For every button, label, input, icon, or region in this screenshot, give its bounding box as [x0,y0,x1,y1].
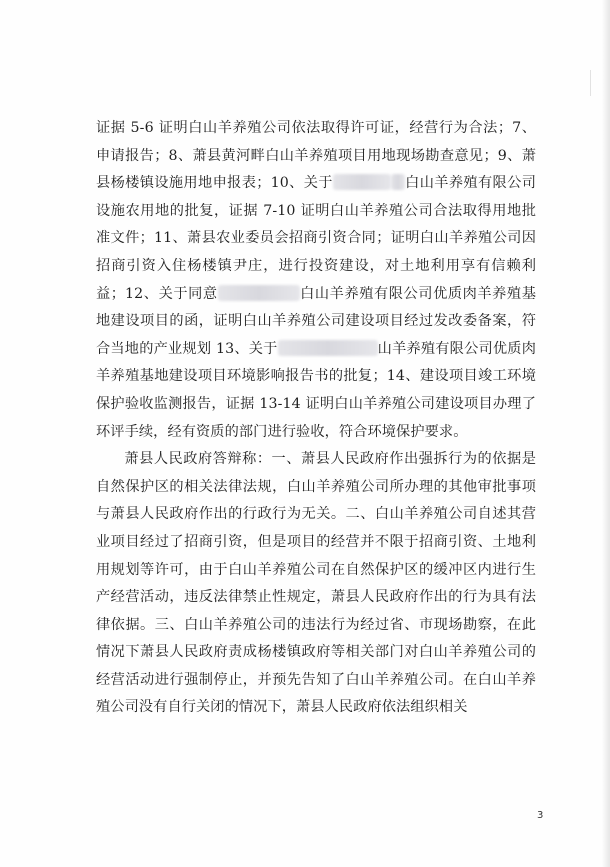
evidence-text-part-4: 山羊养殖有限公司优质肉羊养殖基地建设项目环境影响报告书的批复；14、建设项目竣工环境保护验收监测报告，证据 13-14 证明白山羊养殖公司建设项目办理了环评手续，经有资质的部门进行验收，符合环境保护要求。 [96,340,536,440]
paper-fold-mark [590,70,605,96]
redaction-block [333,174,391,190]
paragraph-evidence-list [96,115,536,446]
document-body [96,115,536,722]
page-edge-shadow [602,0,610,867]
evidence-text-part-3: 白山羊养殖有限公司优质肉羊养殖基地建设项目的函，证明白山羊养殖公司建设项目经过发改委备案，符合当地的产业规划 13、关于 [96,285,536,357]
evidence-text-part-2: 白山羊养殖有限公司设施农用地的批复，证据 7-10 证明白山羊养殖公司合法取得用地批准文件；11、萧县农业委员会招商引资合同；证明白山羊养殖公司因招商引资入住杨楼镇尹庄，进行投资建设，对土地利用享有信赖利益；12、关于同意 [96,175,536,302]
redaction-block [218,285,300,301]
paragraph-defense-statement: 萧县人民政府答辩称：一、萧县人民政府作出强拆行为的依据是自然保护区的相关法律法规，白山羊养殖公司所办理的其他审批事项与萧县人民政府作出的行政行为无关。二、白山羊养殖公司自述其营业项目经过了招商引资，但是项目的经营并不限于招商引资、土地利用规划等许可，由于白山羊养殖公司在自然保护区的缓冲区内进行生产经营活动，违反法律禁止性规定，萧县人民政府作出的行为具有法律依据。三、白山羊养殖公司的违法行为经过省、市现场勘察，在此情况下萧县人民政府责成杨楼镇政府等相关部门对白山羊养殖公司的经营活动进行强制停止，并预先告知了白山羊养殖公司。在白山羊养殖公司没有自行关闭的情况下，萧县人民政府依法组织相关 [96,451,536,716]
redaction-block [391,174,405,190]
page-number: 3 [537,810,544,821]
redaction-block [278,340,378,356]
evidence-text-part-1: 证据 5-6 证明白山羊养殖公司依法取得许可证，经营行为合法；7、申请报告；8、萧县黄河畔白山羊养殖项目用地现场勘查意见；9、萧县杨楼镇设施用地申报表；10、关于 [96,120,536,192]
